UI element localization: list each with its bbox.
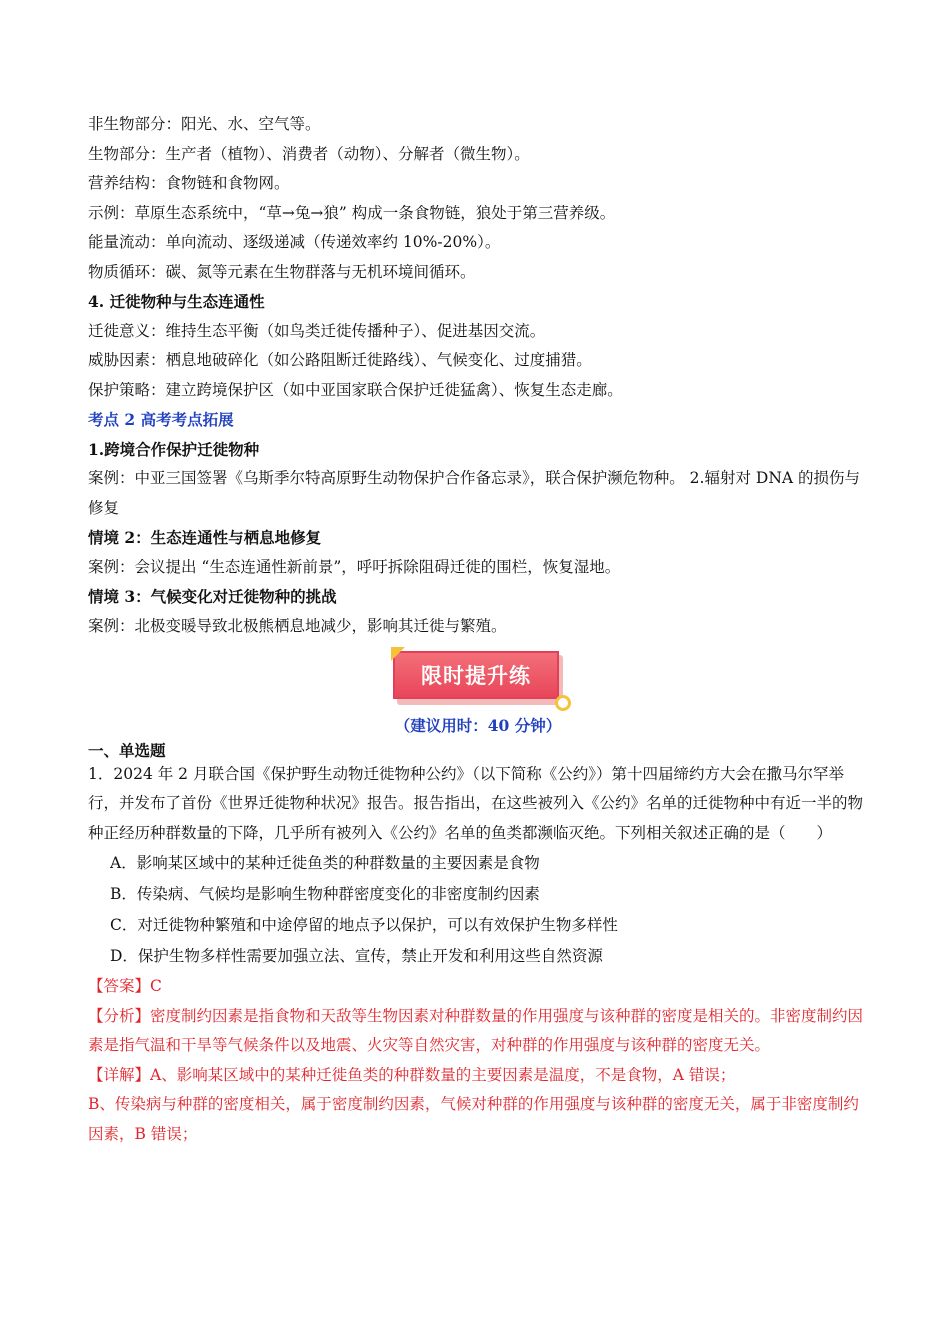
kaodian-heading: 考点 2 高考考点拓展 (88, 410, 234, 429)
case-paragraph: 案例：北极变暖导致北极熊栖息地减少，影响其迁徙与繁殖。 (88, 616, 507, 635)
banner-label: 限时提升练 (393, 651, 559, 699)
suggested-time: （建议用时：40 分钟） (394, 716, 562, 735)
ring-icon (555, 695, 571, 711)
text-line: 生物部分：生产者（植物）、消费者（动物）、分解者（微生物）。 (88, 144, 530, 163)
part-heading: 一、单选题 (88, 740, 166, 760)
question-text: 1．2024 年 2 月联合国《保护野生动物迁徙物种公约》（以下简称《公约》）第十四届缔约方大会在撒马尔罕举行，并发布了首份《世界迁徙物种状况》报告。报告指出，在这些被列入《公约》名单的迁徙物种中有近一半的物种正经历种群数量的下降，几乎所有被列入《公约》名单的鱼类都濒临灭绝。下列相关叙述正确的是（ ） (88, 764, 864, 842)
option-d: D．保护生物多样性需要加强立法、宣传，禁止开发和利用这些自然资源 (110, 947, 603, 965)
subheading: 1.跨境合作保护迁徙物种 (88, 439, 260, 459)
text-line: 示例：草原生态系统中，“草→兔→狼” 构成一条食物链，狼处于第三营养级。 (88, 203, 616, 222)
practice-banner (393, 651, 563, 705)
document-page (88, 110, 868, 1149)
detail-a: 【详解】A、影响某区域中的某种迁徙鱼类的种群数量的主要因素是温度，不是食物，A 错误； (88, 1065, 736, 1084)
option-b: B．传染病、气候均是影响生物种群密度变化的非密度制约因素 (110, 885, 540, 903)
text-line: 营养结构：食物链和食物网。 (88, 174, 290, 192)
corner-triangle-icon (391, 647, 405, 661)
text-line: 威胁因素：栖息地破碎化（如公路阻断迁徙路线）、气候变化、过度捕猎。 (88, 351, 592, 369)
option-a: A．影响某区域中的某种迁徙鱼类的种群数量的主要因素是食物 (110, 854, 540, 872)
subheading: 情境 2：生态连通性与栖息地修复 (88, 528, 322, 547)
subheading: 情境 3：气候变化对迁徙物种的挑战 (88, 587, 337, 606)
case-paragraph: 案例：会议提出 “生态连通性新前景”，呼吁拆除阻碍迁徙的围栏，恢复湿地。 (88, 557, 621, 576)
case-paragraph: 案例：中亚三国签署《乌斯季尔特高原野生动物保护合作备忘录》，联合保护濒危物种。 2.辐射对 DNA 的损伤与修复 (88, 469, 861, 517)
answer-line: 【答案】C (88, 977, 162, 995)
text-line: 物质循环：碳、氮等元素在生物群落与无机环境间循环。 (88, 262, 476, 281)
text-line: 迁徙意义：维持生态平衡（如鸟类迁徙传播种子）、促进基因交流。 (88, 321, 546, 340)
option-c: C．对迁徙物种繁殖和中途停留的地点予以保护，可以有效保护生物多样性 (110, 916, 618, 934)
detail-b: B、传染病与种群的密度相关，属于密度制约因素，气候对种群的作用强度与该种群的密度无关，属于非密度制约因素，B 错误； (88, 1095, 859, 1143)
text-line: 保护策略：建立跨境保护区（如中亚国家联合保护迁徙猛禽）、恢复生态走廊。 (88, 380, 623, 399)
analysis-paragraph: 【分析】密度制约因素是指食物和天敌等生物因素对种群数量的作用强度与该种群的密度是相关的。非密度制约因素是指气温和干旱等气候条件以及地震、火灾等自然灾害，对种群的作用强度与该种群的密度无关。 (88, 1006, 864, 1054)
text-line: 非生物部分：阳光、水、空气等。 (88, 115, 321, 133)
section-heading: 4. 迁徙物种与生态连通性 (88, 292, 265, 311)
text-line: 能量流动：单向流动、逐级递减（传递效率约 10%-20%）。 (88, 233, 501, 251)
banner-container (88, 651, 868, 705)
